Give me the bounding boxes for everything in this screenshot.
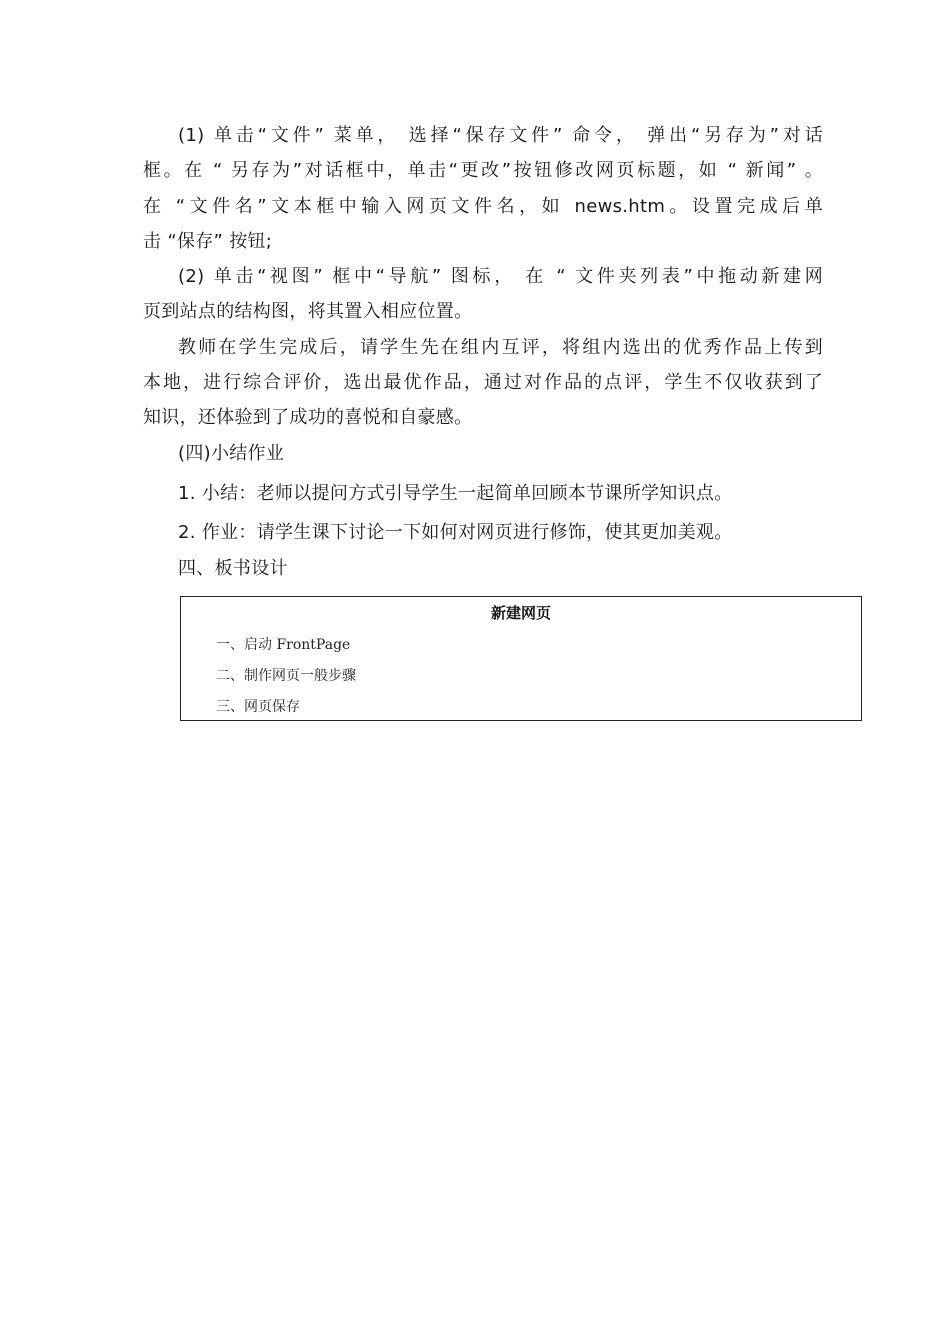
board-item-1: 一、启动 FrontPage [216, 637, 351, 653]
board-item-2: 二、制作网页一般步骤 [216, 668, 356, 684]
paragraph-step1-line-1: (1) 单击“文件” 菜单， 选择“保存文件” 命令， 弹出“另存为”对话 [178, 125, 823, 146]
paragraph-step1-line-2: 框。在 “ 另存为”对话框中，单击“更改”按钮修改网页标题，如 “ 新闻” 。 [143, 160, 823, 181]
paragraph-evaluation-line-3: 知识，还体验到了成功的喜悦和自豪感。 [143, 407, 473, 428]
paragraph-evaluation-line-2: 本地，进行综合评价，选出最优作品，通过对作品的点评，学生不仅收获到了 [143, 372, 823, 393]
paragraph-step1-line-3: 在 “文件名”文本框中输入网页文件名，如 news.htm。设置完成后单 [143, 196, 823, 217]
section-heading-summary: (四)小结作业 [178, 443, 285, 464]
board-item-3: 三、网页保存 [216, 699, 300, 715]
board-title: 新建网页 [490, 604, 551, 622]
paragraph-step2-line-1: (2) 单击“视图” 框中“导航” 图标， 在 “ 文件夹列表”中拖动新建网 [178, 266, 823, 287]
section-heading-board: 四、板书设计 [178, 558, 288, 579]
summary-item: 1. 小结：老师以提问方式引导学生一起简单回顾本节课所学知识点。 [178, 483, 733, 504]
board-design-box [180, 596, 862, 721]
paragraph-evaluation-line-1: 教师在学生完成后，请学生先在组内互评，将组内选出的优秀作品上传到 [178, 337, 823, 358]
paragraph-step2-line-2: 页到站点的结构图，将其置入相应位置。 [143, 301, 473, 322]
homework-item: 2. 作业：请学生课下讨论一下如何对网页进行修饰，使其更加美观。 [178, 522, 733, 543]
paragraph-step1-line-4: 击 “保存” 按钮; [143, 231, 273, 252]
